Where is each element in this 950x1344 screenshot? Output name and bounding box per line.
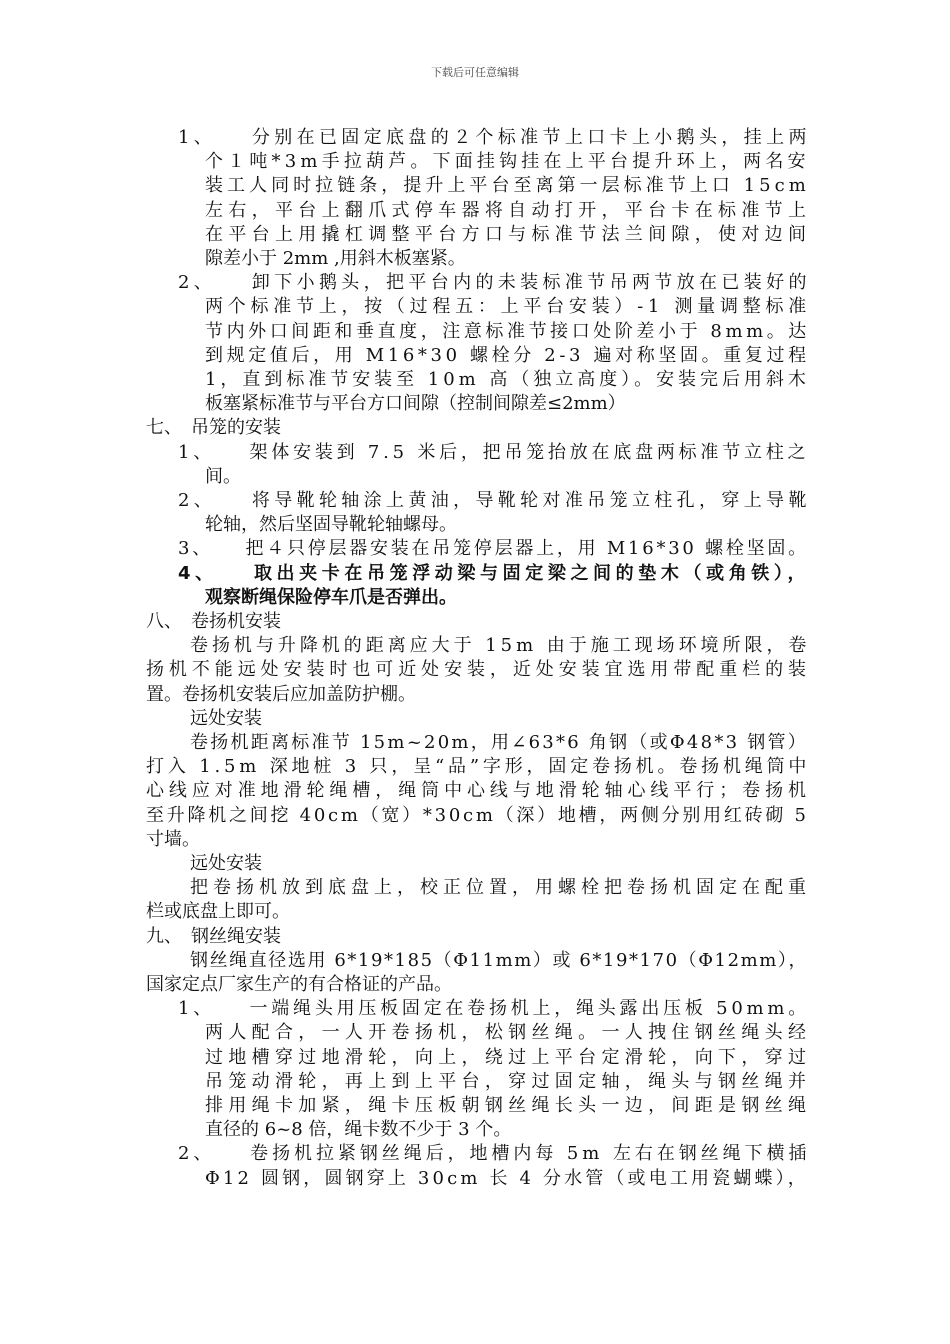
text-line: 直径的 6~8 倍，绳卡数不少于 3 个。 <box>205 1119 512 1140</box>
text-line: 到规定值后，用 M16*30 螺栓分 2-3 遍对称坚固。重复过程 <box>205 345 810 366</box>
text-line: 间。 <box>205 466 241 487</box>
text-line: 远处安装 <box>190 708 262 729</box>
text-line: 置。卷扬机安装后应加盖防护棚。 <box>146 684 416 705</box>
text-line: 至升降机之间挖 40cm（宽）*30cm（深）地槽，两侧分别用红砖砌 5 <box>146 805 809 826</box>
text-line: Φ12 圆钢，圆钢穿上 30cm 长 4 分水管（或电工用瓷蝴蝶）， <box>205 1168 809 1189</box>
page-header: 下载后可任意编辑 <box>431 66 519 79</box>
text-line: 1、 一端绳头用压板固定在卷扬机上，绳头露出压板 50mm。 <box>178 998 810 1019</box>
text-line: 卷扬机距离标准节 15m~20m，用∠63*6 角钢（或Φ48*3 钢管） <box>190 732 808 753</box>
text-line: 装工人同时拉链条，提升上平台至离第一层标准节上口 15cm <box>205 175 810 196</box>
text-line: 3、 把４只停层器安装在吊笼停层器上，用 M16*30 螺栓坚固。 <box>178 538 809 559</box>
text-line: 隙差小于 2mm ,用斜木板塞紧。 <box>205 248 466 269</box>
text-line: 心线应对准地滑轮绳槽，绳筒中心线与地滑轮轴心线平行；卷扬机 <box>146 780 811 801</box>
text-line: 2、 卷扬机拉紧钢丝绳后，地槽内每 5m 左右在钢丝绳下横插 <box>178 1143 811 1164</box>
text-line: 2、 卸下小鹅头，把平台内的未装标准节吊两节放在已装好的 <box>178 272 811 293</box>
text-line: 在平台上用撬杠调整平台方口与标准节法兰间隙，使对边间 <box>205 224 812 245</box>
text-line: 个１吨*3m手拉葫芦。下面挂钩挂在上平台提升环上，两名安 <box>205 151 810 172</box>
text-line: 1、 架体安装到 7.5 米后，把吊笼抬放在底盘两标准节立柱之 <box>178 442 810 463</box>
text-line: 远处安装 <box>190 853 262 874</box>
text-line: 国家定点厂家生产的有合格证的产品。 <box>146 974 452 995</box>
text-line: 打入 1.5m 深地桩 3 只，呈“品”字形，固定卷扬机。卷扬机绳筒中 <box>146 756 811 777</box>
text-line: 2、 将导靴轮轴涂上黄油，导靴轮对准吊笼立柱孔，穿上导靴 <box>178 490 811 511</box>
text-line: 节内外口间距和垂直度，注意标准节接口处阶差小于 8mm。达 <box>205 321 810 342</box>
text-line: 4、 取出夹卡在吊笼浮动梁与固定梁之间的垫木（或角铁）， <box>178 563 811 584</box>
text-line: 吊笼动滑轮，再上到上平台，穿过固定轴，绳头与钢丝绳并 <box>205 1071 812 1092</box>
text-line: 两个标准节上，按（过程五：上平台安装）-1 测量调整标准 <box>205 296 811 317</box>
text-line: 七、 吊笼的安装 <box>146 417 281 438</box>
text-line: 寸墙。 <box>146 829 200 850</box>
text-line: 扬机不能远处安装时也可近处安装，近处安装宜选用带配重栏的装 <box>146 659 811 680</box>
text-line: 轮轴，然后坚固导靴轮轴螺母。 <box>205 514 457 535</box>
text-line: 排用绳卡加紧，绳卡压板朝钢丝绳长头一边，间距是钢丝绳 <box>205 1095 812 1116</box>
text-line: 左右，平台上翻爪式停车器将自动打开，平台卡在标准节上 <box>205 200 812 221</box>
text-line: 八、 卷扬机安装 <box>146 611 281 632</box>
text-line: 观察断绳保险停车爪是否弹出。 <box>205 587 457 608</box>
text-line: 板塞紧标准节与平台方口间隙（控制间隙差≤2mm） <box>205 393 626 414</box>
text-line: 1、 分别在已固定底盘的２个标准节上口卡上小鹅头，挂上两 <box>178 127 811 148</box>
text-line: 钢丝绳直径选用 6*19*185（Φ11mm）或 6*19*170（Φ12mm）， <box>190 950 809 971</box>
text-line: 过地槽穿过地滑轮，向上，绕过上平台定滑轮，向下，穿过 <box>205 1047 812 1068</box>
text-line: 栏或底盘上即可。 <box>146 901 290 922</box>
text-line: 1，直到标准节安装至 10m 高（独立高度）。安装完后用斜木 <box>205 369 810 390</box>
text-line: 两人配合，一人开卷扬机，松钢丝绳。一人拽住钢丝绳头经 <box>205 1022 812 1043</box>
text-line: 九、 钢丝绳安装 <box>146 926 281 947</box>
text-line: 卷扬机与升降机的距离应大于 15m 由于施工现场环境所限，卷 <box>190 635 811 656</box>
text-line: 把卷扬机放到底盘上，校正位置，用螺栓把卷扬机固定在配重 <box>190 877 811 898</box>
